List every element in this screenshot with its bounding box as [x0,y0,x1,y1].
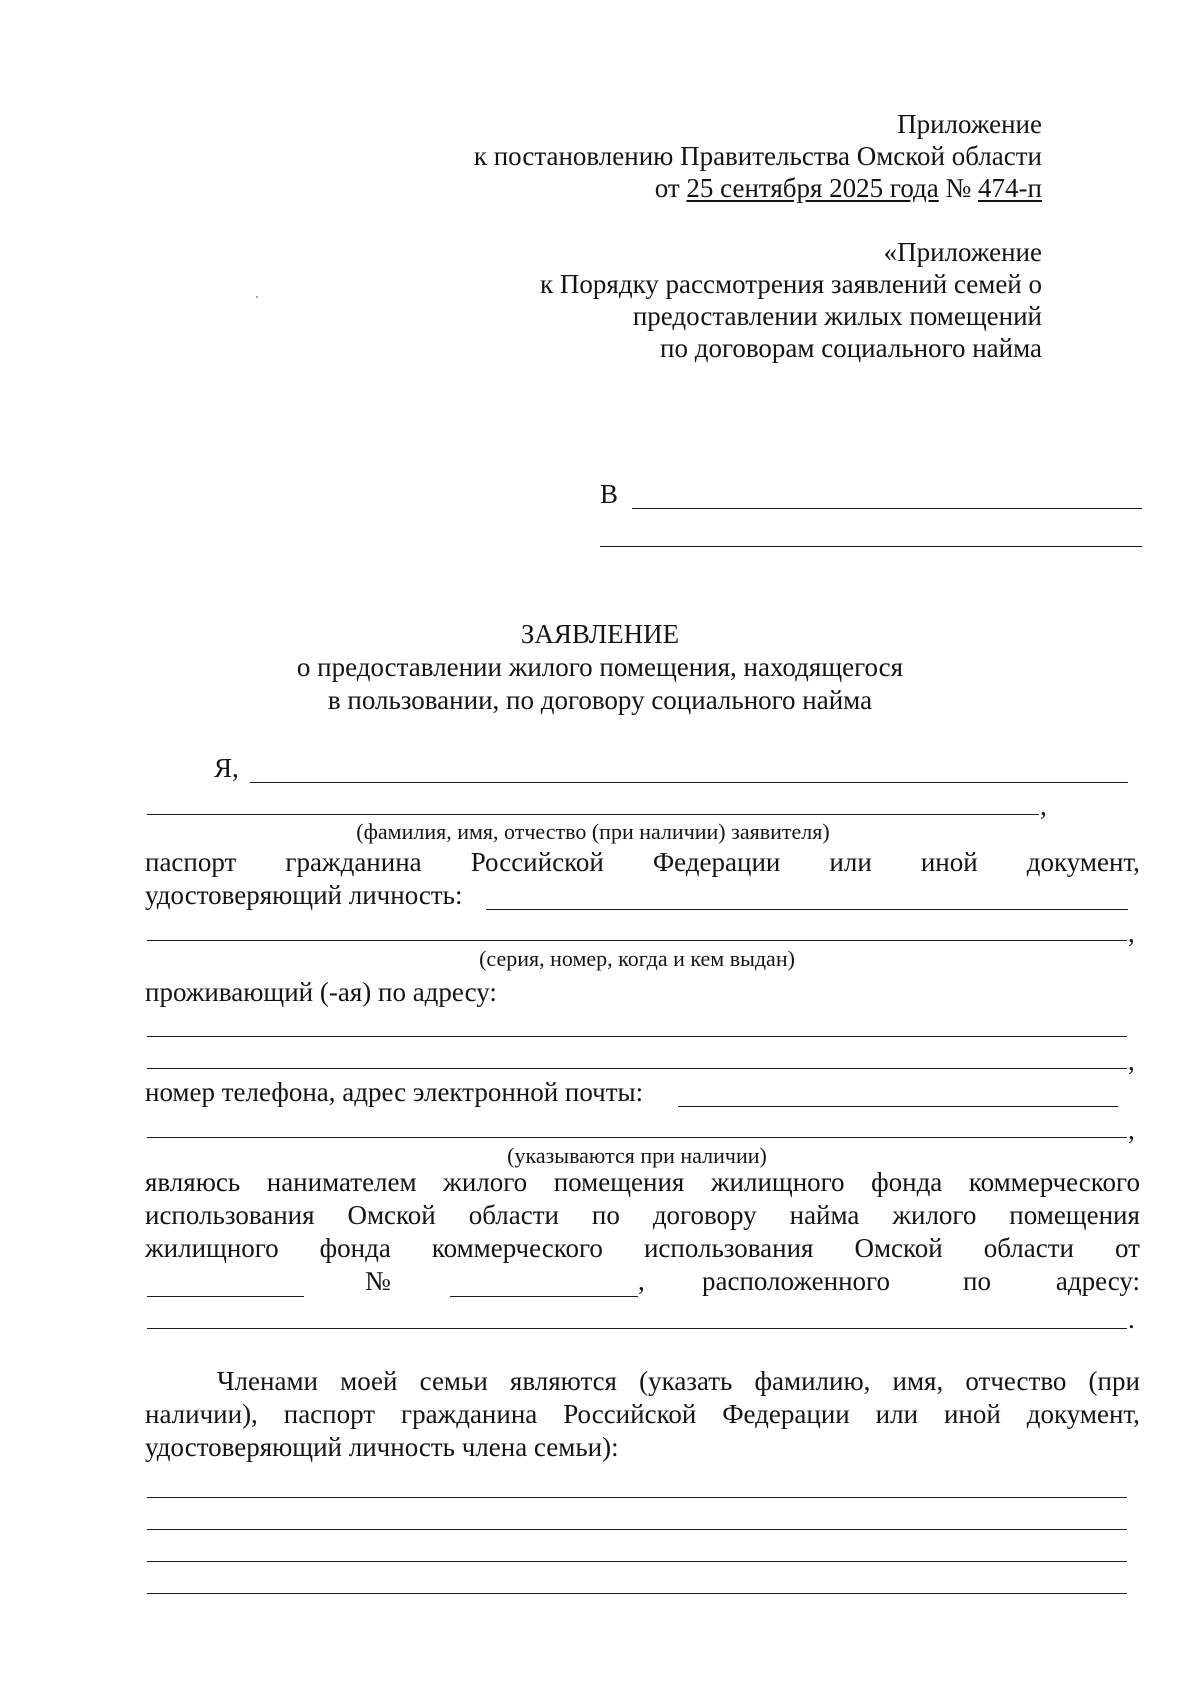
tenant-word: жилищного [145,1233,279,1263]
family-word: моей [340,1366,398,1396]
family-word: Членами [217,1366,318,1396]
tenant-word: использования [643,1233,814,1263]
contract-number-sign: № [365,1266,391,1296]
passport-word: документ, [1026,847,1140,877]
family-word: отчество [965,1366,1067,1396]
tenant-word: помещения [553,1167,685,1197]
tenant-word: договору [652,1200,757,1230]
address-word: адресу: [1055,1266,1140,1296]
identity-line-1[interactable] [486,909,1128,910]
subheader-appendix: «Приложение [883,237,1042,267]
contract-comma: , [638,1266,645,1296]
property-address-field[interactable] [147,1328,1127,1329]
passport-word: иной [920,847,978,877]
addressee-line-1[interactable] [632,508,1142,509]
tenant-line-2 [145,1199,1140,1231]
title-line-2: в пользовании, по договору социального найма [327,685,873,715]
tenant-word: коммерческого [968,1167,1140,1197]
tenant-word: по [591,1200,620,1230]
tenant-word: нанимателем [266,1167,417,1197]
family-word: Российской [563,1399,697,1429]
tenant-word: коммерческого [431,1233,603,1263]
contact-line-1[interactable] [678,1106,1118,1107]
header-date: 25 сентября 2025 года [686,173,939,203]
passport-hint: (серия, номер, когда и кем выдан) [479,946,795,971]
address-label: проживающий (-ая) по адресу: [145,977,497,1007]
subheader-line1: к Порядку рассмотрения заявлений семей о [540,269,1042,299]
family-line-1 [217,1365,1140,1397]
tenant-word: Омской [347,1200,436,1230]
identity-comma: , [1128,918,1135,948]
passport-word: или [829,847,872,877]
addressee-line-2[interactable] [600,546,1142,547]
family-word: документ, [1026,1399,1140,1429]
subheader-line2: предоставлении жилых помещений [632,301,1042,331]
tenant-word: Омской [854,1233,943,1263]
header-from: от [654,173,680,203]
tenant-word: найма [789,1200,860,1230]
passport-word: Российской [470,847,604,877]
family-word: гражданина [401,1399,538,1429]
tenant-word: области [468,1200,559,1230]
i-prefix: Я, [214,753,239,783]
identity-line-2[interactable] [147,940,1127,941]
family-word: имя, [892,1366,944,1396]
passport-word: гражданина [285,847,422,877]
located-word: расположенного [702,1266,890,1296]
contract-date-field[interactable] [147,1296,304,1297]
contact-label: номер телефона, адрес электронной почты: [145,1077,644,1107]
family-word: фамилию, [754,1366,871,1396]
subheader-line3: по договорам социального найма [660,333,1042,363]
tenant-word: использования [145,1200,315,1230]
scan-speck [256,296,258,298]
document-title: ЗАЯВЛЕНИЕ [520,619,680,649]
tenant-word: области [983,1233,1074,1263]
family-word: наличии), [145,1399,258,1429]
passport-line [145,846,1140,878]
fio-line-1[interactable] [250,782,1128,783]
family-member-line-1[interactable] [147,1497,1127,1498]
family-member-line-4[interactable] [147,1593,1127,1594]
contact-line-2[interactable] [147,1137,1127,1138]
address-line-2[interactable] [147,1068,1127,1069]
tenant-word: помещения [1009,1200,1140,1230]
fio-hint: (фамилия, имя, отчество (при наличии) заявителя) [356,819,830,844]
address-comma: , [1128,1046,1135,1076]
family-word: Федерации [722,1399,850,1429]
family-word: (при [1088,1366,1140,1396]
header-to-resolution: к постановлению Правительства Омской области [473,141,1042,171]
tenant-word: жилого [892,1200,977,1230]
header-number: 474-п [978,173,1042,203]
family-line-2 [145,1398,1140,1430]
tenant-word: от [1114,1233,1140,1263]
tenant-line-3 [145,1232,1140,1264]
identity-label: удостоверяющий личность: [145,880,463,910]
title-line-1: о предоставлении жилого помещения, находящегося [296,652,904,682]
family-member-line-2[interactable] [147,1529,1127,1530]
tenant-word: фонда [871,1167,943,1197]
tenant-line-1 [145,1166,1140,1198]
family-word: семьи [419,1366,488,1396]
contract-number-field[interactable] [450,1296,638,1297]
contact-hint: (указываются при наличии) [507,1143,767,1168]
family-member-line-3[interactable] [147,1561,1127,1562]
header-date-line [655,172,1042,204]
property-address-period: . [1128,1304,1135,1334]
fio-comma: , [1040,791,1047,821]
contact-comma: , [1128,1115,1135,1145]
addressee-prefix: В [600,479,619,509]
tenant-word: жилищного [710,1167,845,1197]
header-appendix: Приложение [897,109,1042,139]
family-word: (указать [639,1366,733,1396]
family-word: являются [509,1366,617,1396]
address-line-1[interactable] [147,1036,1127,1037]
family-line-3: удостоверяющий личность члена семьи): [145,1432,619,1462]
tenant-word: фонда [319,1233,391,1263]
by-word: по [963,1266,991,1296]
tenant-word: являюсь [145,1167,241,1197]
fio-line-2[interactable] [147,814,1039,815]
family-word: или [875,1399,919,1429]
family-word: иной [943,1399,1001,1429]
passport-word: паспорт [145,847,237,877]
passport-word: Федерации [652,847,781,877]
family-word: паспорт [283,1399,376,1429]
header-number-sign: № [945,173,972,203]
tenant-word: жилого [443,1167,528,1197]
